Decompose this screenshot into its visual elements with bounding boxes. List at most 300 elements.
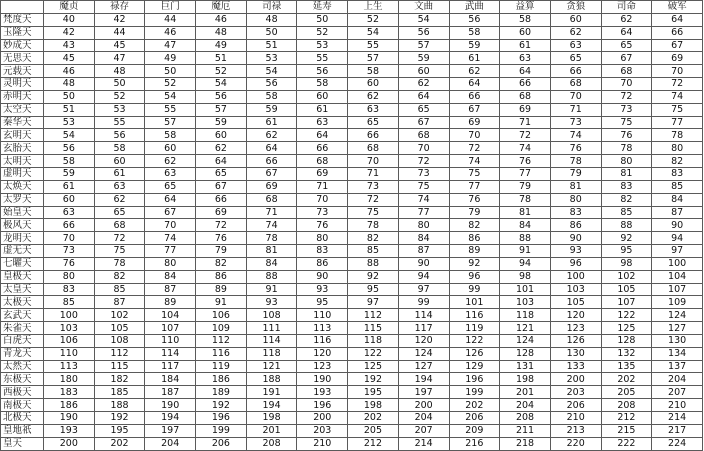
table-cell: 54 — [246, 65, 297, 78]
table-cell: 90 — [550, 232, 601, 245]
table-cell: 130 — [550, 347, 601, 360]
table-cell: 77 — [449, 180, 500, 193]
table-cell: 200 — [550, 373, 601, 386]
table-cell: 87 — [145, 283, 196, 296]
table-cell: 101 — [449, 296, 500, 309]
table-cell: 65 — [398, 103, 449, 116]
table-cell: 64 — [652, 13, 703, 26]
table-cell: 210 — [652, 399, 703, 412]
table-cell: 110 — [297, 309, 348, 322]
table-cell: 203 — [550, 386, 601, 399]
table-row — [1, 322, 703, 335]
table-cell: 110 — [44, 347, 95, 360]
table-cell: 125 — [601, 322, 652, 335]
table-cell: 71 — [297, 180, 348, 193]
table-cell: 73 — [550, 116, 601, 129]
table-cell: 75 — [652, 103, 703, 116]
table-row — [1, 334, 703, 347]
table-cell: 93 — [550, 245, 601, 258]
table-cell: 73 — [44, 245, 95, 258]
table-cell: 196 — [449, 373, 500, 386]
table-cell: 207 — [652, 386, 703, 399]
table-cell: 199 — [449, 386, 500, 399]
row-label: 玄武天 — [1, 309, 44, 322]
table-cell: 132 — [601, 347, 652, 360]
table-cell: 72 — [348, 193, 399, 206]
table-cell: 88 — [246, 270, 297, 283]
row-label: 秦华天 — [1, 116, 44, 129]
table-cell: 118 — [348, 334, 399, 347]
table-cell: 193 — [44, 424, 95, 437]
table-cell: 44 — [94, 26, 145, 39]
table-cell: 42 — [44, 26, 95, 39]
table-cell: 53 — [246, 52, 297, 65]
table-body — [1, 13, 703, 450]
table-cell: 73 — [398, 167, 449, 180]
table-cell: 183 — [44, 386, 95, 399]
table-cell: 190 — [145, 399, 196, 412]
row-label: 朱雀天 — [1, 322, 44, 335]
row-label: 皇地祇 — [1, 424, 44, 437]
header-row — [1, 1, 703, 14]
table-cell: 78 — [94, 257, 145, 270]
table-cell: 53 — [94, 103, 145, 116]
table-cell: 58 — [246, 90, 297, 103]
table-cell: 74 — [550, 129, 601, 142]
table-cell: 58 — [348, 65, 399, 78]
table-cell: 124 — [500, 334, 551, 347]
table-cell: 123 — [297, 360, 348, 373]
table-cell: 80 — [145, 257, 196, 270]
table-cell: 115 — [94, 360, 145, 373]
table-cell: 222 — [601, 437, 652, 450]
row-label: 灵明天 — [1, 78, 44, 91]
table-row — [1, 245, 703, 258]
table-cell: 90 — [398, 257, 449, 270]
table-cell: 193 — [297, 386, 348, 399]
table-cell: 108 — [94, 334, 145, 347]
table-cell: 46 — [145, 26, 196, 39]
row-label: 西极天 — [1, 386, 44, 399]
table-row — [1, 373, 703, 386]
table-cell: 114 — [246, 334, 297, 347]
table-cell: 124 — [398, 347, 449, 360]
table-cell: 120 — [550, 309, 601, 322]
table-cell: 64 — [449, 78, 500, 91]
table-cell: 81 — [500, 206, 551, 219]
table-cell: 123 — [550, 322, 601, 335]
table-cell: 126 — [550, 334, 601, 347]
row-label: 玉隆天 — [1, 26, 44, 39]
table-cell: 74 — [500, 142, 551, 155]
table-cell: 55 — [348, 39, 399, 52]
table-cell: 116 — [297, 334, 348, 347]
table-cell: 188 — [94, 399, 145, 412]
table-cell: 51 — [246, 39, 297, 52]
table-cell: 90 — [652, 219, 703, 232]
table-cell: 192 — [348, 373, 399, 386]
table-cell: 92 — [449, 257, 500, 270]
table-cell: 56 — [449, 13, 500, 26]
table-row — [1, 399, 703, 412]
table-cell: 96 — [449, 270, 500, 283]
table-cell: 85 — [44, 296, 95, 309]
table-cell: 197 — [145, 424, 196, 437]
row-label: 极风天 — [1, 219, 44, 232]
table-cell: 72 — [94, 232, 145, 245]
table-cell: 195 — [348, 386, 399, 399]
table-cell: 77 — [500, 167, 551, 180]
table-cell: 87 — [398, 245, 449, 258]
table-cell: 108 — [246, 309, 297, 322]
table-cell: 59 — [44, 167, 95, 180]
table-cell: 184 — [145, 373, 196, 386]
table-cell: 218 — [500, 437, 551, 450]
table-cell: 211 — [500, 424, 551, 437]
table-cell: 75 — [348, 206, 399, 219]
table-cell: 103 — [500, 296, 551, 309]
table-cell: 60 — [145, 142, 196, 155]
table-row — [1, 347, 703, 360]
table-cell: 54 — [196, 78, 247, 91]
table-cell: 72 — [652, 78, 703, 91]
table-cell: 198 — [500, 373, 551, 386]
table-cell: 44 — [145, 13, 196, 26]
table-cell: 76 — [449, 193, 500, 206]
table-cell: 47 — [145, 39, 196, 52]
row-label: 南极天 — [1, 399, 44, 412]
table-cell: 122 — [601, 309, 652, 322]
table-cell: 63 — [44, 206, 95, 219]
table-cell: 73 — [297, 206, 348, 219]
table-cell: 98 — [500, 270, 551, 283]
table-cell: 66 — [550, 65, 601, 78]
table-cell: 95 — [601, 245, 652, 258]
column-header: 益算 — [500, 1, 551, 14]
table-cell: 101 — [500, 283, 551, 296]
table-cell: 68 — [398, 129, 449, 142]
table-cell: 49 — [145, 52, 196, 65]
table-cell: 206 — [196, 437, 247, 450]
table-cell: 65 — [601, 39, 652, 52]
table-cell: 68 — [94, 219, 145, 232]
table-cell: 89 — [449, 245, 500, 258]
table-cell: 59 — [246, 103, 297, 116]
table-cell: 208 — [500, 412, 551, 425]
table-cell: 70 — [348, 155, 399, 168]
table-cell: 68 — [246, 193, 297, 206]
table-cell: 70 — [145, 219, 196, 232]
table-cell: 103 — [44, 322, 95, 335]
table-cell: 74 — [449, 155, 500, 168]
table-cell: 135 — [601, 360, 652, 373]
table-cell: 220 — [550, 437, 601, 450]
table-cell: 214 — [398, 437, 449, 450]
table-cell: 208 — [601, 399, 652, 412]
table-cell: 197 — [398, 386, 449, 399]
table-cell: 198 — [348, 399, 399, 412]
table-cell: 129 — [449, 360, 500, 373]
table-cell: 120 — [398, 334, 449, 347]
column-header: 魔厄 — [196, 1, 247, 14]
table-cell: 102 — [601, 270, 652, 283]
table-cell: 185 — [94, 386, 145, 399]
table-cell: 55 — [297, 52, 348, 65]
table-cell: 72 — [500, 129, 551, 142]
table-cell: 49 — [196, 39, 247, 52]
table-cell: 126 — [449, 347, 500, 360]
row-label: 太极天 — [1, 296, 44, 309]
table-cell: 54 — [44, 129, 95, 142]
table-cell: 66 — [348, 129, 399, 142]
table-cell: 48 — [196, 26, 247, 39]
table-cell: 76 — [196, 232, 247, 245]
table-cell: 76 — [500, 155, 551, 168]
table-cell: 67 — [449, 103, 500, 116]
table-cell: 117 — [398, 322, 449, 335]
table-cell: 80 — [44, 270, 95, 283]
table-cell: 78 — [246, 232, 297, 245]
table-cell: 97 — [652, 245, 703, 258]
table-cell: 113 — [297, 322, 348, 335]
row-label: 皇天 — [1, 437, 44, 450]
table-cell: 111 — [246, 322, 297, 335]
table-cell: 114 — [145, 347, 196, 360]
table-cell: 86 — [297, 257, 348, 270]
table-cell: 75 — [601, 116, 652, 129]
table-cell: 79 — [550, 167, 601, 180]
table-cell: 189 — [196, 386, 247, 399]
table-row — [1, 437, 703, 450]
column-header: 武曲 — [449, 1, 500, 14]
table-cell: 56 — [44, 142, 95, 155]
table-cell: 70 — [550, 90, 601, 103]
table-cell: 72 — [449, 142, 500, 155]
table-cell: 122 — [449, 334, 500, 347]
table-cell: 62 — [398, 78, 449, 91]
table-cell: 69 — [449, 116, 500, 129]
table-cell: 60 — [500, 26, 551, 39]
table-cell: 61 — [500, 39, 551, 52]
table-cell: 50 — [94, 78, 145, 91]
table-cell: 86 — [449, 232, 500, 245]
table-cell: 59 — [398, 52, 449, 65]
table-cell: 60 — [550, 13, 601, 26]
table-cell: 55 — [94, 116, 145, 129]
table-cell: 62 — [550, 26, 601, 39]
table-row — [1, 78, 703, 91]
table-row — [1, 103, 703, 116]
table-cell: 66 — [44, 219, 95, 232]
row-label: 始皇天 — [1, 206, 44, 219]
row-label: 无思天 — [1, 52, 44, 65]
table-cell: 81 — [246, 245, 297, 258]
table-row — [1, 180, 703, 193]
table-cell: 100 — [550, 270, 601, 283]
table-row — [1, 296, 703, 309]
table-cell: 63 — [550, 39, 601, 52]
table-cell: 67 — [196, 180, 247, 193]
row-label: 太明天 — [1, 155, 44, 168]
table-cell: 58 — [44, 155, 95, 168]
table-cell: 92 — [348, 270, 399, 283]
table-cell: 206 — [550, 399, 601, 412]
table-row — [1, 219, 703, 232]
table-cell: 99 — [449, 283, 500, 296]
row-label: 虚明天 — [1, 167, 44, 180]
table-cell: 107 — [601, 296, 652, 309]
table-cell: 66 — [449, 90, 500, 103]
column-header: 文曲 — [398, 1, 449, 14]
table-cell: 213 — [550, 424, 601, 437]
table-cell: 71 — [500, 116, 551, 129]
table-cell: 205 — [601, 386, 652, 399]
table-cell: 137 — [652, 360, 703, 373]
table-cell: 50 — [44, 90, 95, 103]
table-cell: 202 — [94, 437, 145, 450]
table-cell: 72 — [398, 155, 449, 168]
table-cell: 84 — [398, 232, 449, 245]
table-cell: 62 — [348, 90, 399, 103]
table-cell: 57 — [196, 103, 247, 116]
table-cell: 69 — [652, 52, 703, 65]
table-cell: 82 — [94, 270, 145, 283]
table-cell: 88 — [500, 232, 551, 245]
table-cell: 82 — [652, 155, 703, 168]
table-cell: 92 — [601, 232, 652, 245]
table-cell: 212 — [348, 437, 399, 450]
table-cell: 54 — [348, 26, 399, 39]
table-row — [1, 26, 703, 39]
table-row — [1, 309, 703, 322]
table-cell: 79 — [500, 180, 551, 193]
table-cell: 192 — [196, 399, 247, 412]
table-cell: 51 — [196, 52, 247, 65]
table-cell: 113 — [44, 360, 95, 373]
row-label: 玄明天 — [1, 129, 44, 142]
table-cell: 89 — [196, 283, 247, 296]
table-cell: 109 — [196, 322, 247, 335]
table-cell: 99 — [398, 296, 449, 309]
table-cell: 48 — [44, 78, 95, 91]
table-cell: 204 — [652, 373, 703, 386]
table-cell: 114 — [398, 309, 449, 322]
table-cell: 66 — [246, 155, 297, 168]
table-cell: 58 — [145, 129, 196, 142]
table-cell: 62 — [94, 193, 145, 206]
table-cell: 91 — [196, 296, 247, 309]
table-cell: 96 — [550, 257, 601, 270]
table-cell: 61 — [44, 180, 95, 193]
table-cell: 75 — [94, 245, 145, 258]
table-cell: 75 — [449, 167, 500, 180]
table-cell: 57 — [348, 52, 399, 65]
table-cell: 60 — [94, 155, 145, 168]
table-cell: 64 — [601, 26, 652, 39]
table-cell: 83 — [652, 167, 703, 180]
table-row — [1, 257, 703, 270]
table-cell: 107 — [652, 283, 703, 296]
table-cell: 85 — [652, 180, 703, 193]
table-cell: 67 — [652, 39, 703, 52]
column-header: 破军 — [652, 1, 703, 14]
table-cell: 182 — [94, 373, 145, 386]
row-label: 太空天 — [1, 103, 44, 116]
table-cell: 47 — [94, 52, 145, 65]
table-cell: 57 — [398, 39, 449, 52]
table-cell: 54 — [145, 90, 196, 103]
table-cell: 58 — [449, 26, 500, 39]
table-row — [1, 142, 703, 155]
table-cell: 63 — [145, 167, 196, 180]
table-cell: 84 — [145, 270, 196, 283]
table-cell: 196 — [196, 412, 247, 425]
table-cell: 180 — [44, 373, 95, 386]
table-cell: 206 — [449, 412, 500, 425]
table-cell: 62 — [449, 65, 500, 78]
table-cell: 74 — [398, 193, 449, 206]
table-cell: 95 — [297, 296, 348, 309]
table-cell: 61 — [94, 167, 145, 180]
row-label: 虚无天 — [1, 245, 44, 258]
table-cell: 57 — [145, 116, 196, 129]
table-cell: 77 — [145, 245, 196, 258]
column-header: 司命 — [601, 1, 652, 14]
table-cell: 67 — [145, 206, 196, 219]
table-cell: 87 — [94, 296, 145, 309]
table-cell: 204 — [398, 412, 449, 425]
table-cell: 66 — [500, 78, 551, 91]
row-label: 东极天 — [1, 373, 44, 386]
table-cell: 86 — [550, 219, 601, 232]
table-cell: 61 — [246, 116, 297, 129]
table-cell: 76 — [297, 219, 348, 232]
table-cell: 76 — [601, 129, 652, 142]
table-cell: 215 — [601, 424, 652, 437]
row-label: 太皇天 — [1, 283, 44, 296]
table-cell: 210 — [550, 412, 601, 425]
table-cell: 80 — [550, 193, 601, 206]
table-cell: 119 — [449, 322, 500, 335]
table-cell: 186 — [196, 373, 247, 386]
table-cell: 60 — [348, 78, 399, 91]
table-cell: 130 — [652, 334, 703, 347]
table-cell: 112 — [94, 347, 145, 360]
row-label: 太焕天 — [1, 180, 44, 193]
table-cell: 120 — [297, 347, 348, 360]
table-cell: 198 — [246, 412, 297, 425]
table-cell: 52 — [145, 78, 196, 91]
table-cell: 68 — [297, 155, 348, 168]
table-cell: 69 — [297, 167, 348, 180]
table-cell: 133 — [550, 360, 601, 373]
table-cell: 202 — [601, 373, 652, 386]
table-cell: 70 — [652, 65, 703, 78]
table-cell: 195 — [94, 424, 145, 437]
table-cell: 118 — [500, 309, 551, 322]
table-cell: 88 — [601, 219, 652, 232]
table-cell: 51 — [44, 103, 95, 116]
table-cell: 117 — [145, 360, 196, 373]
table-cell: 110 — [145, 334, 196, 347]
table-cell: 67 — [398, 116, 449, 129]
table-cell: 46 — [196, 13, 247, 26]
table-cell: 209 — [449, 424, 500, 437]
table-cell: 78 — [500, 193, 551, 206]
table-cell: 208 — [246, 437, 297, 450]
table-cell: 70 — [601, 78, 652, 91]
table-row — [1, 283, 703, 296]
